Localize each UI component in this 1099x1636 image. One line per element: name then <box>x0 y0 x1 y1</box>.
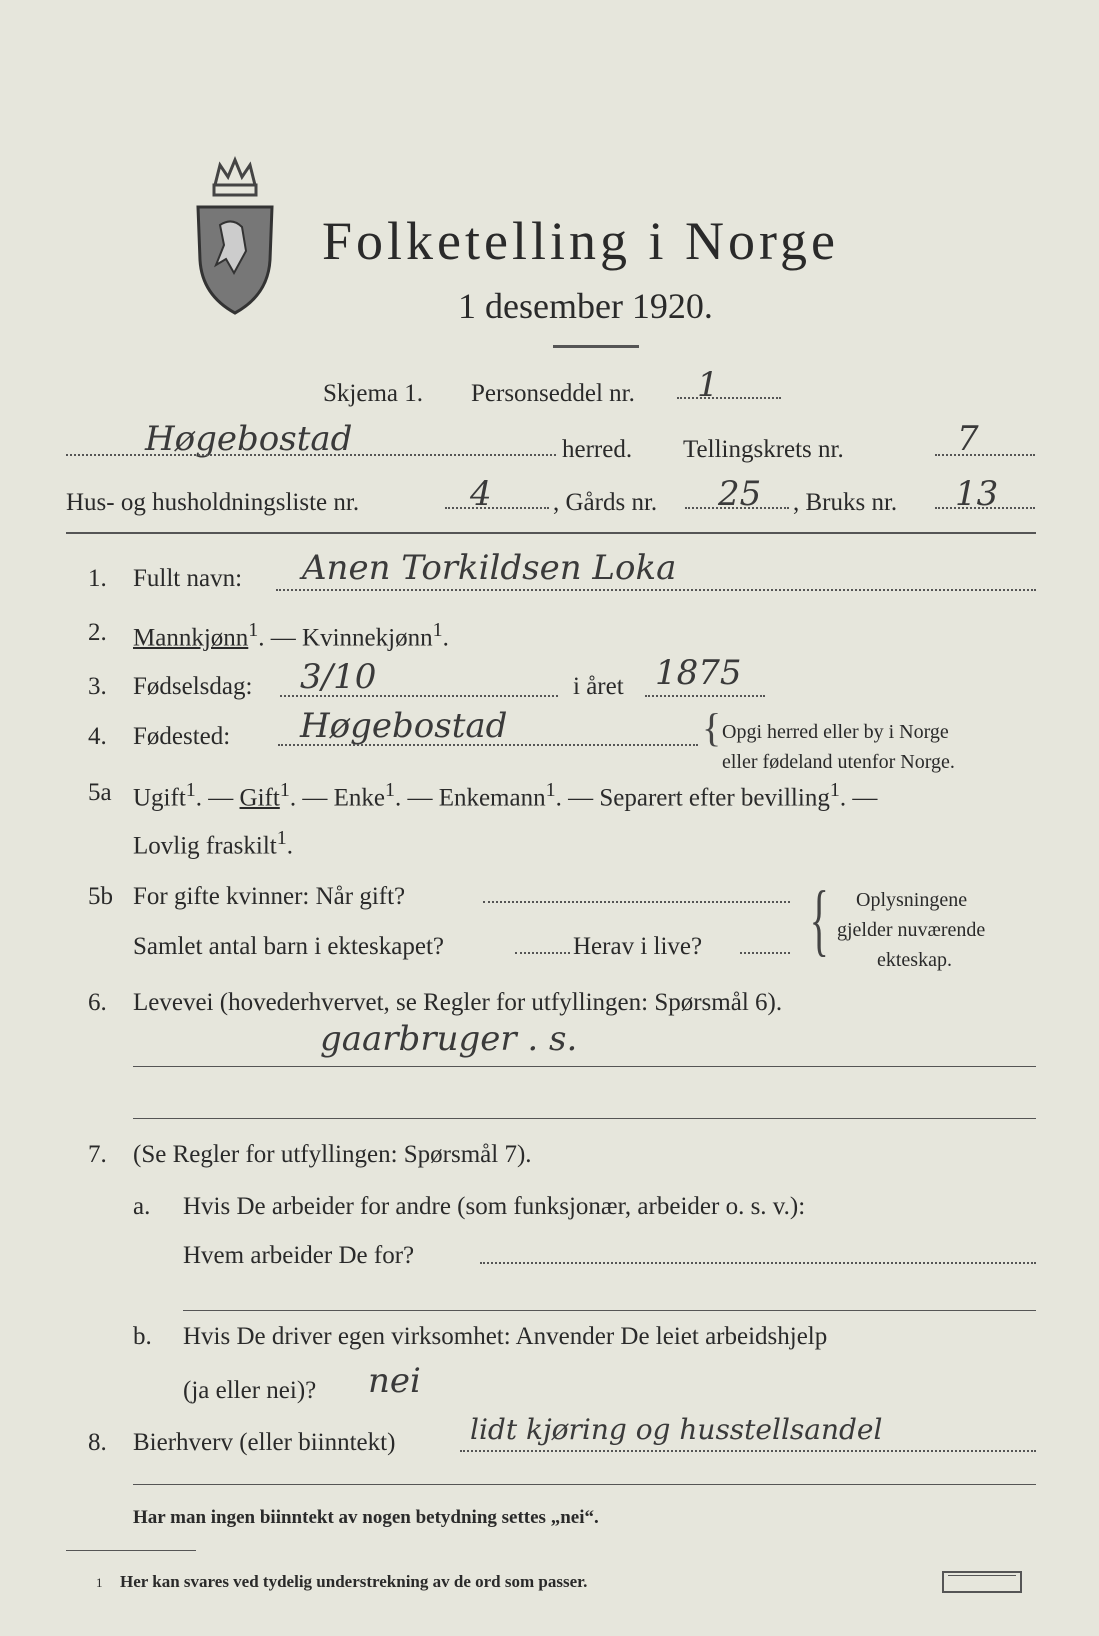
q1-value[interactable]: Anen Torkildsen Loka <box>302 548 677 588</box>
hus-label: Hus- og husholdningsliste nr. <box>66 489 360 516</box>
q3-label: Fødselsdag: <box>133 673 253 700</box>
q7a-answer-line <box>480 1262 1036 1264</box>
q5b-live-line <box>740 952 790 954</box>
personseddel-line <box>677 397 781 399</box>
q4-note-brace: { <box>702 705 722 750</box>
q7a-line1: Hvis De arbeider for andre (som funksjonær, arbeider o. s. v.): <box>183 1193 806 1220</box>
q3-number: 3. <box>88 673 107 700</box>
tellingskrets-label: Tellingskrets nr. <box>683 436 844 463</box>
q2-kvinne-option[interactable]: Kvinnekjønn <box>302 624 433 652</box>
herred-line <box>66 454 556 456</box>
tellingskrets-value[interactable]: 7 <box>957 419 979 459</box>
footnote-divider <box>66 1550 196 1551</box>
q2-sup-1: 1 <box>248 619 259 641</box>
q1-line <box>276 589 1036 591</box>
footer-note: Har man ingen biinntekt av nogen betydning settes „nei“. <box>133 1507 599 1528</box>
q2-sup-2: 1 <box>432 619 443 641</box>
q5a-number: 5a <box>88 779 112 806</box>
q5a-gift-option[interactable]: Gift <box>239 784 280 812</box>
skjema-label: Skjema 1. <box>323 380 423 407</box>
header-divider <box>66 532 1036 534</box>
q2-end: . <box>442 624 449 652</box>
hus-value[interactable]: 4 <box>470 474 492 514</box>
q2-options <box>133 620 449 650</box>
q4-value[interactable]: Høgebostad <box>300 706 508 746</box>
q7a-extra-line <box>183 1310 1036 1311</box>
q3-aaret-value[interactable]: 1875 <box>655 653 742 693</box>
footnote-number: 1 <box>96 1575 103 1590</box>
q7a-number: a. <box>133 1193 151 1220</box>
q8-line <box>460 1450 1036 1452</box>
bruks-line <box>935 507 1035 509</box>
q8-value[interactable]: lidt kjøring og husstellsandel <box>470 1413 883 1446</box>
bruks-value[interactable]: 13 <box>955 474 999 514</box>
q3-line <box>280 695 558 697</box>
q5b-barn-line <box>515 952 570 954</box>
q3-value[interactable]: 3/10 <box>300 657 377 697</box>
q5b-naar-label: For gifte kvinner: Når gift? <box>133 883 406 910</box>
q5b-barn-label: Samlet antal barn i ekteskapet? <box>133 933 444 960</box>
q4-line <box>278 744 698 746</box>
form-title: Folketelling i Norge <box>322 211 839 271</box>
personseddel-label: Personseddel nr. <box>471 380 635 407</box>
q4-note-line1: Opgi herred eller by i Norge <box>722 721 949 743</box>
q7a-line2: Hvem arbeider De for? <box>183 1242 415 1269</box>
herred-value[interactable]: Høgebostad <box>145 419 353 459</box>
q5a-fraskilt-row: Lovlig fraskilt$^1$. <box>133 827 293 860</box>
form-date: 1 desember 1920. <box>458 286 713 326</box>
q7b-line1: Hvis De driver egen virksomhet: Anvender De leiet arbeidshjelp <box>183 1323 828 1350</box>
q5b-number: 5b <box>88 883 113 910</box>
q7-number: 7. <box>88 1141 107 1168</box>
q4-number: 4. <box>88 723 107 750</box>
q5b-note-brace: { <box>809 876 829 964</box>
q5a-sup-gift: 1 <box>279 779 290 801</box>
q8-label: Bierhverv (eller biinntekt) <box>133 1429 396 1456</box>
q5a-ugift-option[interactable]: Ugift <box>133 784 186 812</box>
gards-line <box>685 507 789 509</box>
q5b-note-line1: Oplysningene <box>856 889 968 911</box>
q5a-sup-enke: 1 <box>384 779 395 801</box>
herred-label: herred. <box>562 436 633 463</box>
q5a-fraskilt-option[interactable]: Lovlig fraskilt <box>133 832 277 860</box>
q6-line-1 <box>133 1066 1036 1067</box>
q5a-sup-ugift: 1 <box>185 779 196 801</box>
q5a-options: Ugift$^1$. — Gift$^1$. — Enke$^1$. — Enkemann$^1$. — Separert efter bevilling$^1$. — <box>133 779 878 812</box>
q2-mann-option[interactable]: Mannkjønn <box>133 624 249 652</box>
q5b-naar-line <box>483 901 790 903</box>
q2-number: 2. <box>88 619 107 646</box>
q6-label: Levevei (hovederhvervet, se Regler for utfyllingen: Spørsmål 6). <box>133 989 783 1016</box>
q5b-note-line3: ekteskap. <box>877 949 952 971</box>
q4-note-line2: eller fødeland utenfor Norge. <box>722 751 955 773</box>
personseddel-value[interactable]: 1 <box>697 365 719 405</box>
q6-line-2 <box>133 1118 1036 1119</box>
title-divider <box>553 345 639 348</box>
norway-coat-of-arms-icon <box>190 155 280 320</box>
q5b-note-line2: gjelder nuværende <box>837 919 986 941</box>
q7b-value[interactable]: nei <box>368 1361 421 1401</box>
q7b-line2: (ja eller nei)? <box>183 1377 317 1404</box>
hus-line <box>445 507 549 509</box>
q5a-enkemann-option[interactable]: Enkemann <box>438 784 546 812</box>
q3-aaret-line <box>645 695 765 697</box>
q5a-sup-fraskilt: 1 <box>276 827 287 849</box>
q3-aaret-label: i året <box>573 673 624 700</box>
q4-label: Fødested: <box>133 723 231 750</box>
tellingskrets-line <box>935 454 1035 456</box>
q5a-separert-option[interactable]: Separert efter bevilling <box>599 784 830 812</box>
footnote-text: Her kan svares ved tydelig understrekning av de ord som passer. <box>120 1572 588 1591</box>
bruks-label: , Bruks nr. <box>793 489 898 516</box>
gards-value[interactable]: 25 <box>718 474 762 514</box>
q7b-number: b. <box>133 1323 152 1350</box>
footer-divider <box>133 1484 1036 1485</box>
q6-value[interactable]: gaarbruger . s. <box>320 1019 578 1059</box>
q8-number: 8. <box>88 1429 107 1456</box>
printer-stamp-icon <box>942 1571 1022 1593</box>
q7-label: (Se Regler for utfyllingen: Spørsmål 7). <box>133 1141 532 1168</box>
q6-number: 6. <box>88 989 107 1016</box>
q5a-sup-separert: 1 <box>829 779 840 801</box>
q5b-live-label: Herav i live? <box>573 933 703 960</box>
q5a-enke-option[interactable]: Enke <box>333 784 385 812</box>
gards-label: , Gårds nr. <box>553 489 658 516</box>
q1-label: Fullt navn: <box>133 565 243 592</box>
q5a-sup-enkemann: 1 <box>545 779 556 801</box>
q2-separator: . — <box>258 624 303 652</box>
q1-number: 1. <box>88 565 107 592</box>
